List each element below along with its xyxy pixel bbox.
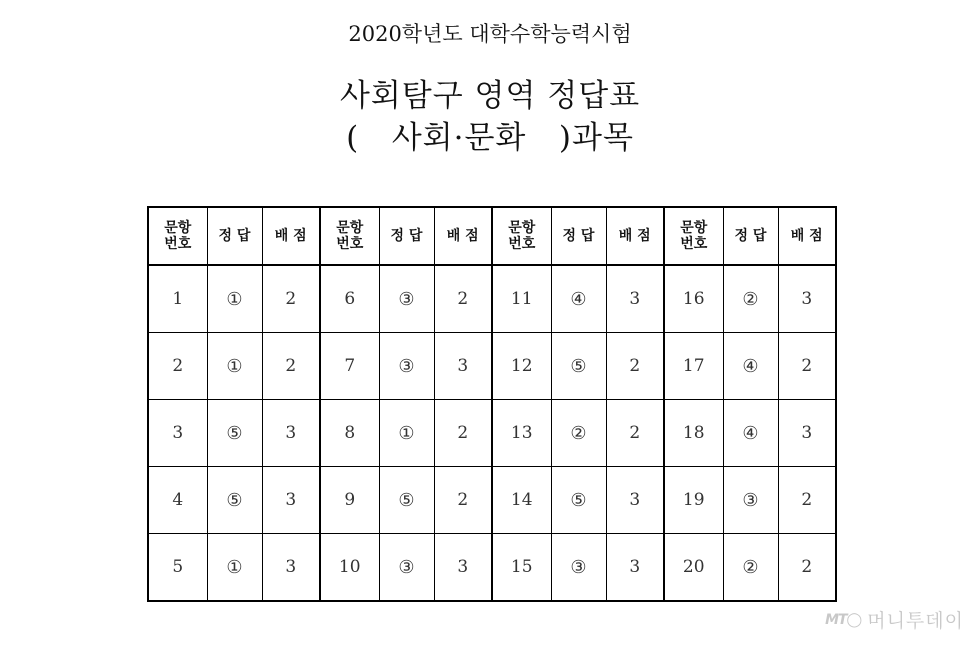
question-number: 20 <box>664 534 723 602</box>
points-cell: 3 <box>434 534 492 602</box>
question-number: 5 <box>148 534 207 602</box>
header-points: 배 점 <box>778 207 836 265</box>
points-cell: 2 <box>434 265 492 333</box>
question-number: 4 <box>148 467 207 534</box>
header-number: 문항 번호 <box>148 207 207 265</box>
watermark-name: 머니투데이 <box>867 610 964 632</box>
points-cell: 3 <box>606 265 664 333</box>
exam-title: 2020학년도 대학수학능력시험 <box>348 22 632 46</box>
answer-cell: ② <box>723 265 778 333</box>
question-number: 16 <box>664 265 723 333</box>
answer-cell: ③ <box>723 467 778 534</box>
answer-cell: ① <box>207 333 262 400</box>
header-answer: 정 답 <box>723 207 778 265</box>
question-number: 11 <box>492 265 551 333</box>
table-row <box>148 467 836 534</box>
question-number: 6 <box>320 265 379 333</box>
question-number: 7 <box>320 333 379 400</box>
question-number: 17 <box>664 333 723 400</box>
answer-cell: ① <box>379 400 434 467</box>
points-cell: 3 <box>606 467 664 534</box>
points-cell: 3 <box>778 265 836 333</box>
answer-cell: ④ <box>723 333 778 400</box>
header-number: 문항 번호 <box>664 207 723 265</box>
question-number: 9 <box>320 467 379 534</box>
header-answer: 정 답 <box>207 207 262 265</box>
points-cell: 2 <box>434 400 492 467</box>
points-cell: 2 <box>606 333 664 400</box>
points-cell: 2 <box>606 400 664 467</box>
question-number: 1 <box>148 265 207 333</box>
header-answer: 정 답 <box>551 207 606 265</box>
points-cell: 3 <box>262 467 320 534</box>
question-number: 3 <box>148 400 207 467</box>
question-number: 12 <box>492 333 551 400</box>
header-number: 문항 번호 <box>492 207 551 265</box>
answer-cell: ⑤ <box>551 333 606 400</box>
answer-key-title: 사회탐구 영역 정답표 <box>339 78 641 114</box>
header-number: 문항 번호 <box>320 207 379 265</box>
header-points: 배 점 <box>262 207 320 265</box>
answer-cell: ② <box>551 400 606 467</box>
mt-logo: MT◯ <box>825 611 862 628</box>
table-row <box>148 400 836 467</box>
points-cell: 2 <box>434 467 492 534</box>
points-cell: 3 <box>434 333 492 400</box>
answer-cell: ⑤ <box>379 467 434 534</box>
question-number: 2 <box>148 333 207 400</box>
question-number: 19 <box>664 467 723 534</box>
watermark <box>825 606 964 633</box>
table-row <box>148 534 836 602</box>
points-cell: 3 <box>262 400 320 467</box>
header-points: 배 점 <box>434 207 492 265</box>
points-cell: 2 <box>778 467 836 534</box>
header-points: 배 점 <box>606 207 664 265</box>
answer-cell: ③ <box>379 333 434 400</box>
header-answer: 정 답 <box>379 207 434 265</box>
points-cell: 3 <box>778 400 836 467</box>
question-number: 10 <box>320 534 379 602</box>
points-cell: 2 <box>262 333 320 400</box>
header-row <box>148 207 836 265</box>
answer-cell: ① <box>207 265 262 333</box>
answer-cell: ④ <box>551 265 606 333</box>
question-number: 15 <box>492 534 551 602</box>
answer-cell: ③ <box>551 534 606 602</box>
question-number: 13 <box>492 400 551 467</box>
points-cell: 2 <box>778 333 836 400</box>
answer-cell: ⑤ <box>207 467 262 534</box>
answer-cell: ⑤ <box>551 467 606 534</box>
answer-cell: ④ <box>723 400 778 467</box>
question-number: 18 <box>664 400 723 467</box>
answer-cell: ③ <box>379 265 434 333</box>
answer-cell: ③ <box>379 534 434 602</box>
question-number: 8 <box>320 400 379 467</box>
subject-title: ( 사회·문화 )과목 <box>346 120 634 156</box>
answer-cell: ② <box>723 534 778 602</box>
answer-cell: ⑤ <box>207 400 262 467</box>
points-cell: 2 <box>262 265 320 333</box>
answer-cell: ① <box>207 534 262 602</box>
points-cell: 3 <box>606 534 664 602</box>
question-number: 14 <box>492 467 551 534</box>
points-cell: 2 <box>778 534 836 602</box>
table-row <box>148 333 836 400</box>
table-row <box>148 265 836 333</box>
answer-table <box>147 206 837 602</box>
points-cell: 3 <box>262 534 320 602</box>
